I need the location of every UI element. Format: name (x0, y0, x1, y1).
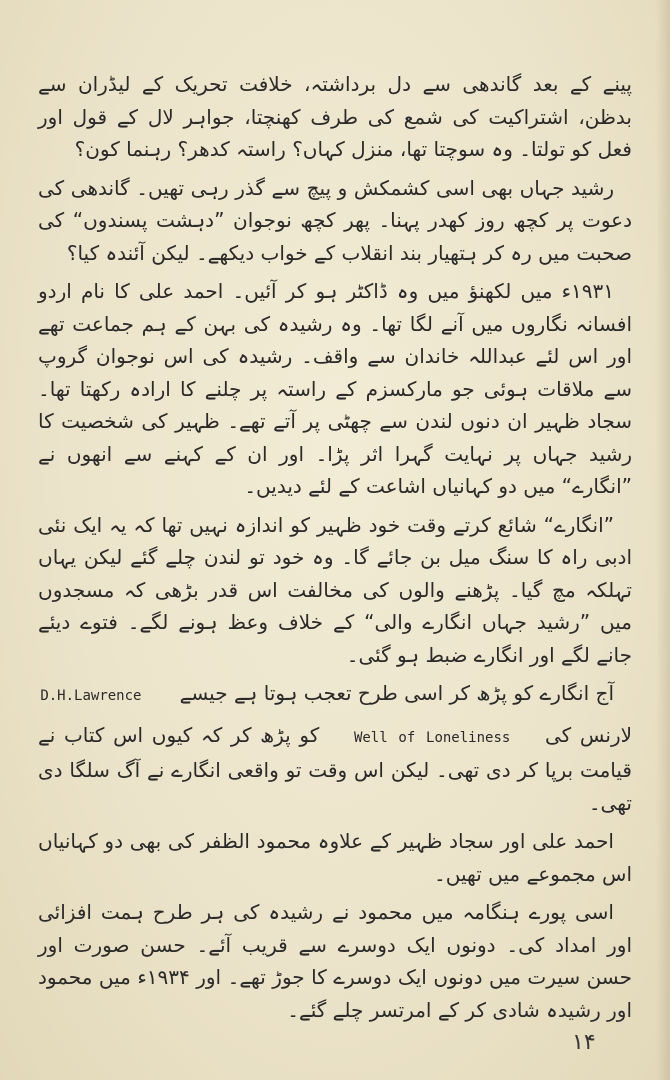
lawrence-line-text: آج انگارے کو پڑھ کر اسی طرح تعجب ہوتا ہے جیسے (179, 681, 614, 705)
paragraph-contributors: احمد علی اور سجاد ظہیر کے علاوہ محمود الظفر کی بھی دو کہانیاں اس مجموعے میں تھیں۔ (38, 829, 632, 886)
lawrence-line (38, 677, 632, 713)
loneliness-before: لارنس کی (545, 722, 633, 747)
paragraph-marriage: اسی پورے ہنگامہ میں محمود نے رشیدہ کی ہر طرح ہمت افزائی اور امداد کی۔ دونوں ایک دوسرے سے قریب آئے۔ حسن صورت اور حسن سیرت میں دونوں ایک دوسرے کا جوڑ تھے۔ اور ۱۹۳۴ء میں محمود اور رشیدہ شادی کر کے امرتسر چلے گئے۔ (38, 900, 632, 1022)
paragraph-3: ۱۹۳۱ء میں لکھنؤ میں وہ ڈاکٹر ہو کر آئیں۔ احمد علی کا نام اردو افسانہ نگاروں میں آنے لگا تھا۔ وہ رشیدہ کی بہن کے ہم جماعت تھے اور اس لئے عبداللہ خاندان سے واقف۔ رشیدہ کی اس نوجوان گروپ سے ملاقات ہوئی جو مارکسزم کے راستہ پر چلنے کا ارادہ رکھتا تھا۔ سجاد ظہیر ان دنوں لندن سے چھٹی پر آتے تھے۔ ظہیر کی شخصیت کا رشید جہاں پر نہایت گہرا اثر پڑا۔ اور ان کے کہنے سے انھوں نے ”انگارے“ میں دو کہانیاں اشاعت کے لئے دیدیں۔ (38, 279, 632, 498)
paragraph-4: ”انگارے“ شائع کرتے وقت خود ظہیر کو اندازہ نہیں تھا کہ یہ ایک نئی ادبی راہ کا سنگ میل بن جائے گا۔ وہ خود تو لندن چلے گئے لیکن یہاں تہلکہ مچ گیا۔ پڑھنے والوں کی مخالفت اس قدر بڑھی کہ مسجدوں میں ”رشید جہاں انگارے والی“ کے خلاف وعظ ہونے لگے۔ فتوے دیئے جانے لگے اور انگارے ضبط ہو گئی۔ (38, 512, 632, 667)
lawrence-name: D.H.Lawrence (40, 688, 142, 704)
loneliness-after: کو پڑھ کر کہ کیوں اس کتاب نے قیامت برپا کر دی تھی۔ لیکن اس وقت تو واقعی انگارے نے آگ سلگا دی تھی۔ (38, 722, 632, 815)
body-text (38, 68, 632, 1032)
page-number: ۱۴ (572, 1030, 596, 1055)
page-edge-shadow (656, 0, 670, 1080)
paragraph-1: پینے کے بعد گاندھی سے دل برداشتہ، خلافت تحریک کے لیڈران سے بدظن، اشتراکیت کی شمع کی طرف کھنچتا، جواہر لال کے قول اور فعل کو تولتا۔ وہ سوچتا تھا، منزل کہاں؟ راستہ کدھر؟ رہنما کون؟ (38, 72, 632, 161)
loneliness-title: Well of Loneliness (353, 729, 511, 746)
paragraph-2: رشید جہاں بھی اسی کشمکش و پیچ سے گذر رہی تھیں۔ گاندھی کی دعوت پر کچھ روز کھدر پہنا۔ پھر کچھ نوجوان ”دہشت پسندوں“ کی صحبت میں رہ کر ہتھیار بند انقلاب کے خواب دیکھے۔ لیکن آئندہ کیا؟ (38, 175, 632, 265)
loneliness-paragraph (38, 719, 632, 820)
